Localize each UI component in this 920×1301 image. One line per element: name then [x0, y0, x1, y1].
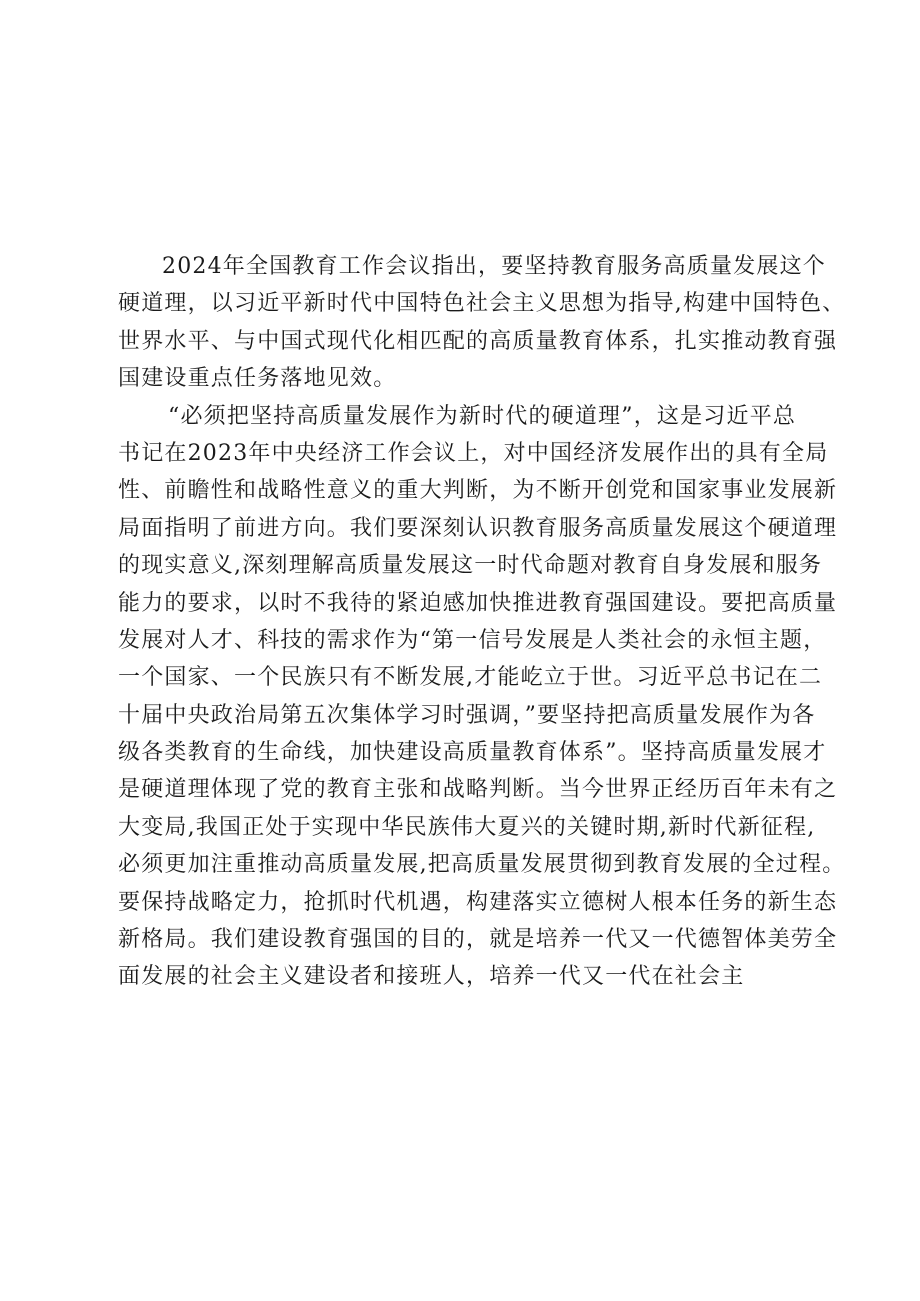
- paragraph-line: 书记在2023年中央经济工作会议上，对中国经济发展作出的具有全局: [118, 440, 829, 466]
- paragraph-line: 必须更加注重推动高质量发展,把高质量发展贯彻到教育发展的全过程。: [118, 852, 846, 878]
- paragraph-line: 面发展的社会主义建设者和接班人，培养一代又一代在社会主: [118, 964, 745, 990]
- paragraph-line: 大变局,我国正处于实现中华民族伟大夏兴的关键时期,新时代新征程,: [118, 814, 816, 840]
- paragraph-line: 发展对人才、科技的需求作为“第一信号发展是人类社会的永恒主题，: [118, 627, 827, 653]
- paragraph-line: 十届中央政治局第五次集体学习时强调，”要坚持把高质量发展作为各: [118, 702, 816, 728]
- paragraph-line: 一个国家、一个民族只有不断发展,才能屹立于世。习近平总书记在二: [118, 665, 823, 691]
- paragraph-1: [118, 248, 848, 398]
- paragraph-line: 2024年全国教育工作会议指出，要坚持教育服务高质量发展这个: [162, 254, 826, 279]
- paragraph-line: 能力的要求，以时不我待的紧迫感加快推进教育强国建设。要把高质量: [118, 590, 838, 616]
- paragraph-line: 是硬道理体现了党的教育主张和战略判断。当今世界正经历百年未有之: [118, 777, 838, 803]
- document-body: [118, 248, 848, 996]
- paragraph-line: 级各类教育的生命线，加快建设高质量教育体系”。坚持高质量发展才: [118, 740, 827, 766]
- paragraph-line: 硬道理，以习近平新时代中国特色社会主义思想为指导,构建中国特色、: [118, 291, 846, 317]
- paragraph-line: 性、前瞻性和战略性意义的重大判断，为不断开创党和国家事业发展新: [118, 478, 838, 504]
- paragraph-line: 的现实意义,深刻理解高质量发展这一时代命题对教育自身发展和服务: [118, 553, 823, 579]
- paragraph-2: [118, 398, 848, 996]
- paragraph-line: “必须把坚持高质量发展作为新时代的硬道理”，这是习近平总: [168, 403, 797, 429]
- paragraph-line: 要保持战略定力，抢抓时代机遇，构建落实立德树人根本任务的新生态: [118, 889, 838, 915]
- paragraph-line: 局面指明了前进方向。我们要深刻认识教育服务高质量发展这个硬道理: [118, 515, 838, 541]
- paragraph-line: 国建设重点任务落地见效。: [118, 366, 397, 392]
- paragraph-line: 新格局。我们建设教育强国的目的，就是培养一代又一代德智体美劳全: [118, 927, 838, 953]
- paragraph-line: 世界水平、与中国式现代化相匹配的高质量教育体系，扎实推动教育强: [118, 328, 838, 354]
